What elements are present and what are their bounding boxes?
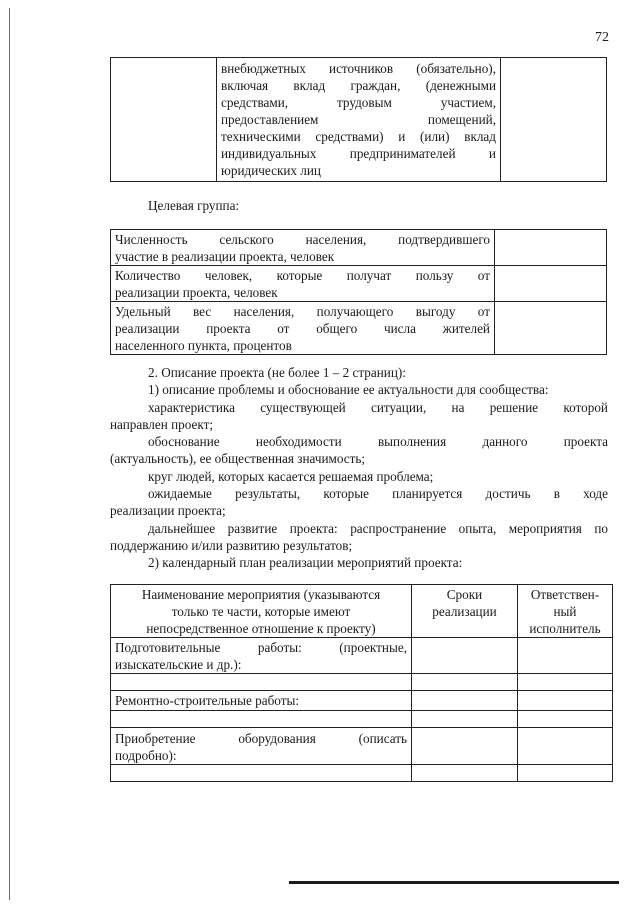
target-group-heading: Целевая группа:	[148, 198, 240, 213]
table-row	[111, 691, 613, 711]
left-margin-line	[9, 8, 10, 900]
plan-activity-cell: Ремонтно-строительные работы:	[111, 691, 412, 711]
funding-sources-table	[110, 57, 607, 182]
plan-responsible-cell	[518, 728, 613, 765]
calendar-plan-table	[110, 584, 613, 782]
plan-activity-cell	[111, 711, 412, 728]
funding-empty-right-cell	[501, 58, 607, 182]
page-number: 72	[595, 30, 609, 45]
description-line: поддержанию и/или развитию результатов;	[110, 537, 353, 553]
funding-empty-left-cell	[111, 58, 217, 182]
funding-line: юридических лиц	[221, 163, 321, 178]
funding-line: средствами, трудовым участием,	[221, 95, 496, 110]
funding-line: предоставлением помещений,	[221, 112, 496, 127]
column-header-terms: Сроки реализации	[412, 585, 518, 638]
description-line: направлен проект;	[110, 416, 214, 432]
plan-activity-cell: Приобретение оборудования (описать подробно):	[111, 728, 412, 765]
plan-terms-cell	[412, 638, 518, 674]
table-row	[111, 638, 613, 674]
target-group-table	[110, 229, 607, 355]
plan-terms-cell	[412, 674, 518, 691]
description-line: характеристика существующей ситуации, на решение которой	[148, 399, 608, 415]
description-line: 1) описание проблемы и обоснование ее актуальности для сообщества:	[148, 382, 549, 398]
target-value-cell	[495, 230, 607, 266]
target-indicator-cell: Численность сельского населения, подтвердившего участие в реализации проекта, человек	[111, 230, 495, 266]
table-row	[111, 765, 613, 782]
description-line: круг людей, которых касается решаемая проблема;	[148, 468, 434, 484]
table-row	[111, 674, 613, 691]
target-value-cell	[495, 266, 607, 302]
plan-activity-cell	[111, 765, 412, 782]
funding-line: внебюджетных источников (обязательно),	[221, 61, 496, 76]
description-line: дальнейшее развитие проекта: распространение опыта, мероприятия по	[148, 520, 608, 536]
target-indicator-cell: Количество человек, которые получат пользу от реализации проекта, человек	[111, 266, 495, 302]
plan-responsible-cell	[518, 674, 613, 691]
plan-activity-cell: Подготовительные работы: (проектные, изыскательские и др.):	[111, 638, 412, 674]
table-header-row	[111, 585, 613, 638]
plan-responsible-cell	[518, 711, 613, 728]
description-line: 2. Описание проекта (не более 1 – 2 страниц):	[148, 365, 406, 380]
plan-activity-cell	[111, 674, 412, 691]
funding-line: техническими средствами) и (или) вклад	[221, 129, 496, 144]
description-line: 2) календарный план реализации мероприятий проекта:	[148, 555, 463, 571]
table-row	[111, 230, 607, 266]
funding-text-cell	[217, 58, 501, 182]
plan-responsible-cell	[518, 638, 613, 674]
plan-terms-cell	[412, 711, 518, 728]
plan-terms-cell	[412, 765, 518, 782]
funding-line: индивидуальных предпринимателей и	[221, 146, 496, 161]
plan-responsible-cell	[518, 691, 613, 711]
plan-responsible-cell	[518, 765, 613, 782]
plan-terms-cell	[412, 728, 518, 765]
description-line: обоснование необходимости выполнения данного проекта	[148, 434, 608, 450]
plan-terms-cell	[412, 691, 518, 711]
target-value-cell	[495, 302, 607, 355]
column-header-responsible: Ответствен- ный исполнитель	[518, 585, 613, 638]
bottom-rule	[289, 881, 619, 884]
table-row	[111, 711, 613, 728]
table-row	[111, 266, 607, 302]
description-line: реализации проекта;	[110, 503, 226, 519]
table-row	[111, 728, 613, 765]
funding-line: включая вклад граждан, (денежными	[221, 78, 496, 93]
description-line: (актуальность), ее общественная значимость;	[110, 451, 366, 467]
table-row	[111, 302, 607, 355]
project-description	[110, 364, 608, 572]
description-line: ожидаемые результаты, которые планируется достичь в ходе	[148, 486, 608, 502]
column-header-name: Наименование мероприятия (указываются только те части, которые имеют непосредственное отношение к проекту)	[111, 585, 412, 638]
target-indicator-cell: Удельный вес населения, получающего выгоду от реализации проекта от общего числа жителей населенного пункта, процентов	[111, 302, 495, 355]
